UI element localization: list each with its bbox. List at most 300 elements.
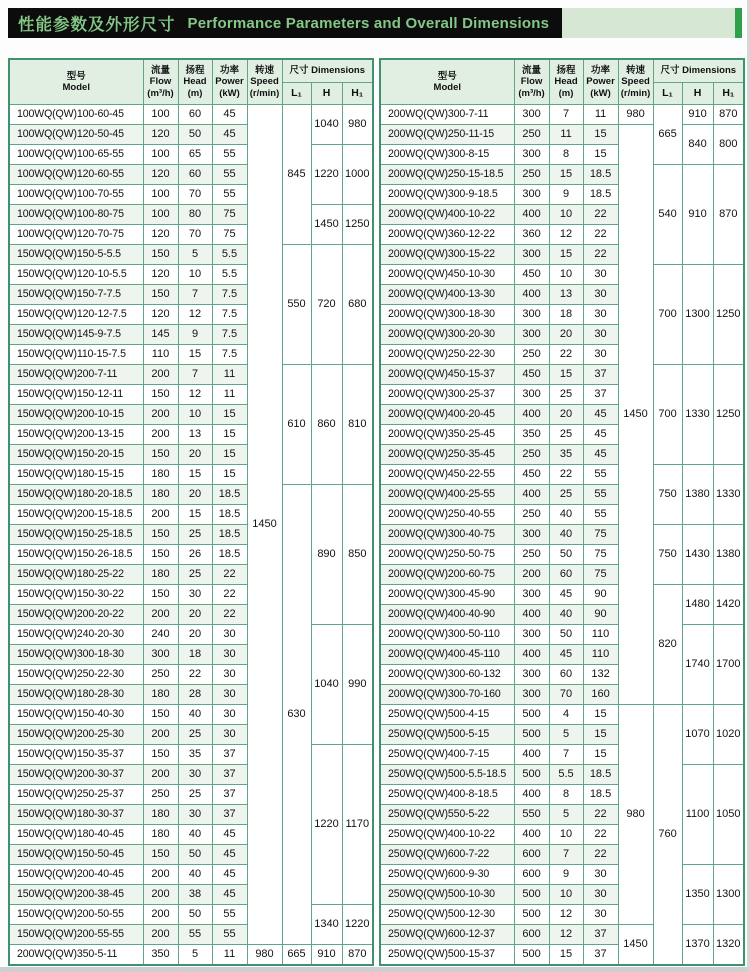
head-cell: 30 (178, 585, 212, 605)
table-row (9, 205, 373, 225)
h-dimension-cell: 1220 (311, 745, 342, 905)
power-cell: 22 (212, 605, 247, 625)
power-cell: 55 (212, 925, 247, 945)
head-cell: 20 (178, 445, 212, 465)
table-row (380, 865, 744, 885)
model-cell: 200WQ(QW)400-25-55 (380, 485, 514, 505)
l1-dimension-cell: 760 (653, 705, 682, 966)
model-cell: 200WQ(QW)300-20-30 (380, 325, 514, 345)
head-cell: 7 (178, 285, 212, 305)
model-cell: 150WQ(QW)120-10-5.5 (9, 265, 143, 285)
head-cell: 65 (178, 145, 212, 165)
head-cell: 10 (178, 265, 212, 285)
model-cell: 250WQ(QW)400-10-22 (380, 825, 514, 845)
head-cell: 7 (549, 105, 583, 125)
h1-dimension-cell: 980 (342, 105, 373, 145)
h1-dimension-cell: 1380 (713, 525, 744, 585)
model-cell: 200WQ(QW)250-50-75 (380, 545, 514, 565)
flow-cell: 250 (143, 665, 178, 685)
h-dimension-cell: 1370 (682, 925, 713, 966)
l1-dimension-cell: 630 (282, 485, 311, 945)
model-cell: 200WQ(QW)300-40-75 (380, 525, 514, 545)
flow-cell: 100 (143, 105, 178, 125)
head-cell: 60 (549, 665, 583, 685)
head-cell: 10 (549, 885, 583, 905)
h-dimension-cell: 1480 (682, 585, 713, 625)
head-cell: 30 (178, 765, 212, 785)
model-cell: 200WQ(QW)200-60-75 (380, 565, 514, 585)
head-cell: 26 (178, 545, 212, 565)
head-cell: 9 (549, 185, 583, 205)
power-cell: 5.5 (212, 245, 247, 265)
h-dimension-cell: 910 (682, 165, 713, 265)
power-cell: 30 (583, 865, 618, 885)
model-cell: 200WQ(QW)250-35-45 (380, 445, 514, 465)
head-cell: 10 (549, 265, 583, 285)
l1-dimension-cell: 845 (282, 105, 311, 245)
power-cell: 45 (212, 125, 247, 145)
h-dimension-cell: 1220 (311, 145, 342, 205)
power-cell: 75 (583, 525, 618, 545)
l1-dimension-cell: 750 (653, 525, 682, 585)
power-cell: 11 (583, 105, 618, 125)
model-cell: 100WQ(QW)100-70-55 (9, 185, 143, 205)
h-dimension-cell: 1430 (682, 525, 713, 585)
table-row (380, 625, 744, 645)
model-cell: 200WQ(QW)250-15-18.5 (380, 165, 514, 185)
column-header-h1: H₁ (713, 83, 744, 105)
model-cell: 250WQ(QW)500-12-30 (380, 905, 514, 925)
l1-dimension-cell: 700 (653, 365, 682, 465)
head-cell: 45 (549, 645, 583, 665)
model-cell: 150WQ(QW)240-20-30 (9, 625, 143, 645)
model-cell: 150WQ(QW)150-5-5.5 (9, 245, 143, 265)
head-cell: 60 (549, 565, 583, 585)
power-cell: 30 (583, 325, 618, 345)
model-cell: 200WQ(QW)450-22-55 (380, 465, 514, 485)
speed-cell: 980 (618, 705, 653, 925)
head-cell: 40 (178, 865, 212, 885)
h-dimension-cell: 1070 (682, 705, 713, 765)
table-row (9, 945, 373, 966)
power-cell: 55 (212, 145, 247, 165)
head-cell: 50 (178, 905, 212, 925)
head-cell: 12 (549, 905, 583, 925)
model-cell: 100WQ(QW)120-50-45 (9, 125, 143, 145)
flow-cell: 250 (514, 125, 549, 145)
power-cell: 30 (212, 625, 247, 645)
h-dimension-cell: 1340 (311, 905, 342, 945)
h-dimension-cell: 1350 (682, 865, 713, 925)
power-cell: 22 (583, 245, 618, 265)
model-cell: 150WQ(QW)200-30-37 (9, 765, 143, 785)
flow-cell: 600 (514, 925, 549, 945)
flow-cell: 180 (143, 805, 178, 825)
flow-cell: 600 (514, 845, 549, 865)
column-header-model: 型号 Model (380, 59, 514, 105)
column-header-speed: 转速 Speed (r/min) (247, 59, 282, 105)
model-cell: 250WQ(QW)600-9-30 (380, 865, 514, 885)
flow-cell: 400 (514, 645, 549, 665)
power-cell: 18.5 (583, 765, 618, 785)
banner-title-english: Performance Parameters and Overall Dimensions (187, 14, 550, 32)
flow-cell: 200 (143, 725, 178, 745)
model-cell: 200WQ(QW)450-10-30 (380, 265, 514, 285)
head-cell: 55 (178, 925, 212, 945)
flow-cell: 500 (514, 725, 549, 745)
flow-cell: 360 (514, 225, 549, 245)
model-cell: 200WQ(QW)300-45-90 (380, 585, 514, 605)
head-cell: 9 (178, 325, 212, 345)
head-cell: 25 (549, 485, 583, 505)
flow-cell: 500 (514, 905, 549, 925)
flow-cell: 350 (514, 425, 549, 445)
flow-cell: 500 (514, 765, 549, 785)
head-cell: 15 (549, 165, 583, 185)
flow-cell: 400 (514, 285, 549, 305)
power-cell: 30 (212, 645, 247, 665)
flow-cell: 150 (143, 545, 178, 565)
head-cell: 18 (549, 305, 583, 325)
power-cell: 55 (583, 485, 618, 505)
flow-cell: 250 (514, 345, 549, 365)
power-cell: 7.5 (212, 305, 247, 325)
power-cell: 132 (583, 665, 618, 685)
model-cell: 200WQ(QW)300-8-15 (380, 145, 514, 165)
model-cell: 150WQ(QW)180-15-15 (9, 465, 143, 485)
flow-cell: 200 (143, 405, 178, 425)
h1-dimension-cell: 1170 (342, 745, 373, 905)
model-cell: 150WQ(QW)250-25-37 (9, 785, 143, 805)
table-row (380, 365, 744, 385)
table-row (9, 105, 373, 125)
model-cell: 100WQ(QW)120-60-55 (9, 165, 143, 185)
power-cell: 90 (583, 585, 618, 605)
flow-cell: 250 (514, 165, 549, 185)
h-dimension-cell: 1740 (682, 625, 713, 705)
h-dimension-cell: 910 (311, 945, 342, 966)
h1-dimension-cell: 1250 (713, 265, 744, 365)
model-cell: 100WQ(QW)120-70-75 (9, 225, 143, 245)
model-cell: 200WQ(QW)300-18-30 (380, 305, 514, 325)
head-cell: 11 (549, 125, 583, 145)
flow-cell: 400 (514, 825, 549, 845)
model-cell: 200WQ(QW)300-15-22 (380, 245, 514, 265)
head-cell: 10 (549, 205, 583, 225)
flow-cell: 200 (143, 425, 178, 445)
power-cell: 45 (212, 825, 247, 845)
head-cell: 15 (178, 345, 212, 365)
power-cell: 45 (583, 425, 618, 445)
power-cell: 30 (212, 665, 247, 685)
head-cell: 50 (178, 125, 212, 145)
power-cell: 15 (583, 745, 618, 765)
speed-cell: 980 (618, 105, 653, 125)
power-cell: 37 (583, 925, 618, 945)
flow-cell: 300 (514, 325, 549, 345)
model-cell: 250WQ(QW)500-5-15 (380, 725, 514, 745)
h1-dimension-cell: 870 (342, 945, 373, 966)
model-cell: 150WQ(QW)200-25-30 (9, 725, 143, 745)
flow-cell: 250 (514, 445, 549, 465)
head-cell: 70 (549, 685, 583, 705)
model-cell: 250WQ(QW)500-5.5-18.5 (380, 765, 514, 785)
head-cell: 20 (549, 405, 583, 425)
h1-dimension-cell: 1300 (713, 865, 744, 925)
head-cell: 7 (549, 745, 583, 765)
model-cell: 250WQ(QW)400-7-15 (380, 745, 514, 765)
head-cell: 15 (178, 465, 212, 485)
h-dimension-cell: 890 (311, 485, 342, 625)
model-cell: 150WQ(QW)150-20-15 (9, 445, 143, 465)
power-cell: 37 (212, 745, 247, 765)
power-cell: 45 (212, 885, 247, 905)
h-dimension-cell: 1040 (311, 625, 342, 745)
flow-cell: 100 (143, 205, 178, 225)
flow-cell: 300 (514, 185, 549, 205)
power-cell: 45 (583, 445, 618, 465)
head-cell: 13 (178, 425, 212, 445)
flow-cell: 150 (143, 385, 178, 405)
head-cell: 7 (549, 845, 583, 865)
section-banner (8, 8, 742, 38)
flow-cell: 180 (143, 825, 178, 845)
power-cell: 15 (583, 725, 618, 745)
table-row (380, 165, 744, 185)
head-cell: 80 (178, 205, 212, 225)
power-cell: 15 (583, 705, 618, 725)
power-cell: 37 (212, 765, 247, 785)
speed-cell: 1450 (618, 125, 653, 705)
power-cell: 18.5 (212, 505, 247, 525)
column-header-power: 功率 Power (kW) (583, 59, 618, 105)
power-cell: 37 (583, 945, 618, 966)
power-cell: 30 (583, 285, 618, 305)
power-cell: 55 (212, 905, 247, 925)
flow-cell: 120 (143, 165, 178, 185)
model-cell: 250WQ(QW)500-4-15 (380, 705, 514, 725)
h1-dimension-cell: 800 (713, 125, 744, 165)
model-cell: 150WQ(QW)200-15-18.5 (9, 505, 143, 525)
column-header-flow: 流量 Flow (m³/h) (514, 59, 549, 105)
flow-cell: 550 (514, 805, 549, 825)
flow-cell: 150 (143, 705, 178, 725)
h1-dimension-cell: 680 (342, 245, 373, 365)
speed-cell: 980 (247, 945, 282, 966)
model-cell: 100WQ(QW)100-60-45 (9, 105, 143, 125)
head-cell: 12 (549, 225, 583, 245)
l1-dimension-cell: 540 (653, 165, 682, 265)
l1-dimension-cell: 750 (653, 465, 682, 525)
power-cell: 22 (583, 845, 618, 865)
flow-cell: 200 (143, 365, 178, 385)
flow-cell: 150 (143, 845, 178, 865)
flow-cell: 120 (143, 305, 178, 325)
power-cell: 18.5 (583, 785, 618, 805)
flow-cell: 300 (514, 105, 549, 125)
model-cell: 150WQ(QW)200-55-55 (9, 925, 143, 945)
flow-cell: 200 (143, 885, 178, 905)
flow-cell: 300 (514, 585, 549, 605)
h-dimension-cell: 1040 (311, 105, 342, 145)
head-cell: 30 (178, 805, 212, 825)
model-cell: 150WQ(QW)180-25-22 (9, 565, 143, 585)
model-cell: 250WQ(QW)600-7-22 (380, 845, 514, 865)
flow-cell: 450 (514, 265, 549, 285)
flow-cell: 200 (143, 865, 178, 885)
model-cell: 200WQ(QW)300-9-18.5 (380, 185, 514, 205)
model-cell: 150WQ(QW)150-25-18.5 (9, 525, 143, 545)
flow-cell: 200 (143, 905, 178, 925)
flow-cell: 200 (143, 505, 178, 525)
power-cell: 11 (212, 385, 247, 405)
h1-dimension-cell: 1250 (713, 365, 744, 465)
head-cell: 28 (178, 685, 212, 705)
power-cell: 45 (212, 845, 247, 865)
h-dimension-cell: 1100 (682, 765, 713, 865)
power-cell: 30 (212, 725, 247, 745)
flow-cell: 150 (143, 445, 178, 465)
power-cell: 18.5 (212, 485, 247, 505)
table-row (380, 705, 744, 725)
parameter-tables (8, 58, 747, 966)
model-cell: 200WQ(QW)400-13-30 (380, 285, 514, 305)
head-cell: 40 (178, 705, 212, 725)
power-cell: 75 (583, 545, 618, 565)
power-cell: 5.5 (212, 265, 247, 285)
power-cell: 55 (583, 465, 618, 485)
head-cell: 13 (549, 285, 583, 305)
flow-cell: 300 (514, 685, 549, 705)
head-cell: 25 (178, 565, 212, 585)
flow-cell: 120 (143, 125, 178, 145)
flow-cell: 500 (514, 705, 549, 725)
power-cell: 18.5 (583, 185, 618, 205)
head-cell: 22 (549, 345, 583, 365)
head-cell: 8 (549, 785, 583, 805)
column-header-head: 扬程 Head (m) (178, 59, 212, 105)
power-cell: 55 (583, 505, 618, 525)
flow-cell: 200 (143, 605, 178, 625)
flow-cell: 250 (514, 505, 549, 525)
flow-cell: 180 (143, 485, 178, 505)
power-cell: 15 (212, 405, 247, 425)
table-row (380, 265, 744, 285)
power-cell: 160 (583, 685, 618, 705)
power-cell: 11 (212, 945, 247, 966)
speed-cell: 1450 (618, 925, 653, 966)
model-cell: 100WQ(QW)100-80-75 (9, 205, 143, 225)
flow-cell: 450 (514, 465, 549, 485)
model-cell: 150WQ(QW)120-12-7.5 (9, 305, 143, 325)
power-cell: 45 (583, 405, 618, 425)
h1-dimension-cell: 1220 (342, 905, 373, 945)
model-cell: 200WQ(QW)300-25-37 (380, 385, 514, 405)
flow-cell: 240 (143, 625, 178, 645)
head-cell: 20 (178, 605, 212, 625)
banner-end-cap (735, 8, 742, 38)
power-cell: 15 (212, 445, 247, 465)
model-cell: 150WQ(QW)150-30-22 (9, 585, 143, 605)
head-cell: 15 (178, 505, 212, 525)
model-cell: 150WQ(QW)200-50-55 (9, 905, 143, 925)
head-cell: 25 (178, 725, 212, 745)
flow-cell: 200 (143, 765, 178, 785)
flow-cell: 300 (514, 625, 549, 645)
model-cell: 150WQ(QW)200-38-45 (9, 885, 143, 905)
power-cell: 18.5 (212, 545, 247, 565)
head-cell: 40 (178, 825, 212, 845)
table-row (9, 365, 373, 385)
power-cell: 15 (212, 425, 247, 445)
head-cell: 4 (549, 705, 583, 725)
column-header-power: 功率 Power (kW) (212, 59, 247, 105)
h1-dimension-cell: 1000 (342, 145, 373, 205)
model-cell: 200WQ(QW)400-40-90 (380, 605, 514, 625)
table-row (380, 465, 744, 485)
column-header-l1: L₁ (653, 83, 682, 105)
column-header-model: 型号 Model (9, 59, 143, 105)
model-cell: 100WQ(QW)100-65-55 (9, 145, 143, 165)
power-cell: 15 (583, 145, 618, 165)
parameters-table-left (8, 58, 374, 966)
model-cell: 150WQ(QW)180-28-30 (9, 685, 143, 705)
flow-cell: 400 (514, 785, 549, 805)
h1-dimension-cell: 870 (713, 105, 744, 125)
head-cell: 8 (549, 145, 583, 165)
flow-cell: 300 (514, 525, 549, 545)
l1-dimension-cell: 550 (282, 245, 311, 365)
head-cell: 35 (549, 445, 583, 465)
model-cell: 250WQ(QW)400-8-18.5 (380, 785, 514, 805)
model-cell: 150WQ(QW)150-40-30 (9, 705, 143, 725)
flow-cell: 150 (143, 745, 178, 765)
power-cell: 7.5 (212, 325, 247, 345)
h-dimension-cell: 1450 (311, 205, 342, 245)
model-cell: 150WQ(QW)150-12-11 (9, 385, 143, 405)
power-cell: 22 (583, 805, 618, 825)
model-cell: 200WQ(QW)250-11-15 (380, 125, 514, 145)
h-dimension-cell: 910 (682, 105, 713, 125)
head-cell: 45 (549, 585, 583, 605)
power-cell: 75 (212, 225, 247, 245)
h-dimension-cell: 1300 (682, 265, 713, 365)
table-row (9, 625, 373, 645)
power-cell: 18.5 (212, 525, 247, 545)
flow-cell: 300 (514, 305, 549, 325)
flow-cell: 150 (143, 285, 178, 305)
h-dimension-cell: 860 (311, 365, 342, 485)
table-row (380, 765, 744, 785)
power-cell: 22 (212, 585, 247, 605)
speed-cell: 1450 (247, 105, 282, 945)
head-cell: 25 (178, 785, 212, 805)
head-cell: 20 (178, 485, 212, 505)
h1-dimension-cell: 1250 (342, 205, 373, 245)
power-cell: 110 (583, 645, 618, 665)
h-dimension-cell: 1380 (682, 465, 713, 525)
flow-cell: 400 (514, 205, 549, 225)
head-cell: 70 (178, 185, 212, 205)
power-cell: 7.5 (212, 285, 247, 305)
head-cell: 15 (549, 365, 583, 385)
power-cell: 55 (212, 165, 247, 185)
l1-dimension-cell: 820 (653, 585, 682, 705)
head-cell: 25 (549, 385, 583, 405)
head-cell: 20 (549, 325, 583, 345)
flow-cell: 145 (143, 325, 178, 345)
column-header-speed: 转速 Speed (r/min) (618, 59, 653, 105)
